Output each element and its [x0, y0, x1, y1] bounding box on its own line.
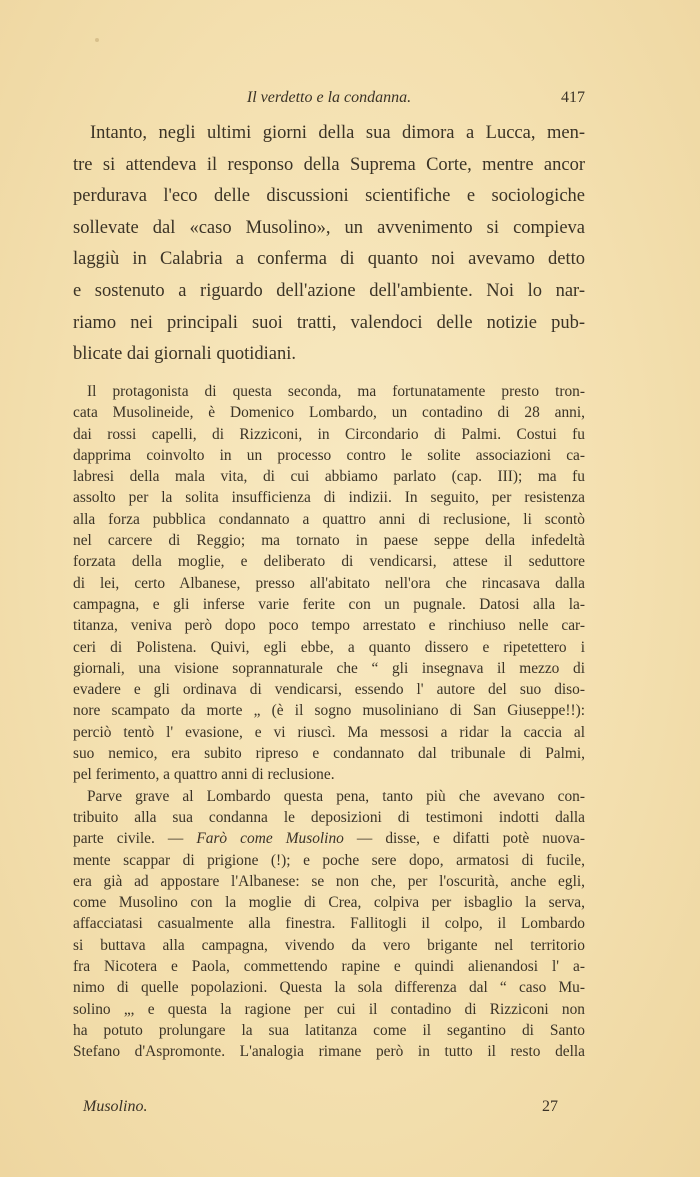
signature-number: 27 — [542, 1098, 558, 1115]
text-line: campagna, e gli inferse varie ferite con un pugnale. Datosi alla la- — [73, 595, 585, 613]
text-line: Intanto, negli ultimi giorni della sua dimora a Lucca, men- — [90, 123, 585, 143]
text-line: mente scappar di prigione (!); e poche sere dopo, armatosi di fucile, — [73, 851, 585, 869]
text-line: labresi della mala vita, di cui abbiamo parlato (cap. III); ma fu — [73, 468, 585, 486]
page-header — [73, 89, 585, 113]
text-line: ceri di Polistena. Quivi, egli ebbe, a quanto dissero e ripetettero i — [73, 638, 585, 656]
scan-speck — [95, 38, 99, 42]
text-line: suo nemico, era subito ripreso e condannato dal tribunale di Palmi, — [73, 745, 585, 763]
main-paragraph — [73, 118, 585, 371]
text-line: fra Nicotera e Paola, commettendo rapine e quindi alienandosi l' a- — [73, 958, 585, 976]
text-segment: parte civile. — — [73, 830, 197, 848]
text-line: cata Musolineide, è Domenico Lombardo, un contadino di 28 anni, — [73, 404, 585, 422]
text-line: nore scampato da morte „ (è il sogno musoliniano di San Giuseppe!!): — [73, 702, 585, 720]
text-line: come Musolino con la moglie di Crea, colpiva per isbaglio la serva, — [73, 894, 585, 912]
text-line: perciò tentò l' evasione, e vi riuscì. Ma messosi a ridar la caccia al — [73, 723, 585, 741]
text-line: nel carcere di Reggio; ma tornato in paese seppe della infedeltà — [73, 532, 585, 550]
text-line: solino „, e questa la ragione per cui il contadino di Rizziconi non — [73, 1000, 585, 1018]
text-line: titanza, veniva però dopo poco tempo arrestato e rinchiuso nelle car- — [73, 617, 585, 635]
text-line: ha potuto prolungare la sua latitanza come il segantino di Santo — [73, 1021, 585, 1039]
text-line: tre si attendeva il responso della Suprema Corte, mentre ancor — [73, 154, 585, 175]
text-line: Stefano d'Aspromonte. L'analogia rimane però in tutto il resto della — [73, 1043, 585, 1061]
page-number: 417 — [561, 89, 585, 106]
text-line: nimo di quelle popolazioni. Questa la sola differenza dal “ caso Mu- — [73, 979, 585, 997]
small-print-section — [73, 381, 585, 1063]
text-line — [73, 828, 585, 849]
text-line: Parve grave al Lombardo questa pena, tanto più che avevano con- — [87, 787, 585, 805]
running-title: Il verdetto e la condanna. — [246, 89, 412, 106]
text-line: pel ferimento, a quattro anni di reclusione. — [73, 766, 335, 784]
page-footer — [83, 1098, 558, 1118]
text-line: sollevate dal «caso Musolino», un avvenimento si compieva — [73, 217, 585, 238]
text-line: di lei, certo Albanese, presso all'abitato nell'ora che rincasava dalla — [73, 574, 585, 592]
signature-mark: Musolino. — [83, 1098, 148, 1115]
text-line: assolto per la solita insufficienza di indizii. In seguito, per resistenza — [73, 489, 585, 507]
text-line: era già ad appostare l'Albanese: se non che, per l'oscurità, anche egli, — [73, 872, 585, 890]
text-line: riamo nei principali suoi tratti, valendoci delle notizie pub- — [73, 312, 585, 333]
text-line: affacciatasi casualmente alla finestra. Fallitogli il colpo, il Lombardo — [73, 915, 585, 933]
text-segment: — disse, e difatti potè nuova- — [343, 830, 585, 848]
text-line: blicate dai giornali quotidiani. — [73, 344, 296, 365]
text-line: si buttava alla campagna, vivendo da vero brigante nel territorio — [73, 936, 585, 954]
text-line: Il protagonista di questa seconda, ma fortunatamente presto tron- — [87, 383, 585, 400]
text-line: alla forza pubblica condannato a quattro anni di reclusione, li scontò — [73, 510, 585, 528]
text-line: evadere e gli ordinava di vendicarsi, essendo l' autore del suo diso- — [73, 681, 585, 699]
text-line: tribuito alla sua condanna le deposizioni di testimoni indotti dalla — [73, 808, 585, 826]
text-line: giornali, una visione soprannaturale che “ gli insegnava il mezzo di — [73, 659, 585, 677]
text-line: dapprima coinvolto in un processo contro le solite associazioni ca- — [73, 446, 585, 464]
italic-quote: Farò come Musolino — [196, 830, 344, 848]
text-line: perdurava l'eco delle discussioni scientifiche e sociologiche — [73, 186, 585, 207]
text-line: laggiù in Calabria a conferma di quanto noi avevamo detto — [73, 249, 585, 270]
text-line: e sostenuto a riguardo dell'azione dell'ambiente. Noi lo nar- — [73, 280, 585, 301]
text-line: dai rossi capelli, di Rizziconi, in Circondario di Palmi. Costui fu — [73, 425, 585, 443]
text-line: forzata della moglie, e deliberato di vendicarsi, attese il seduttore — [73, 553, 585, 571]
